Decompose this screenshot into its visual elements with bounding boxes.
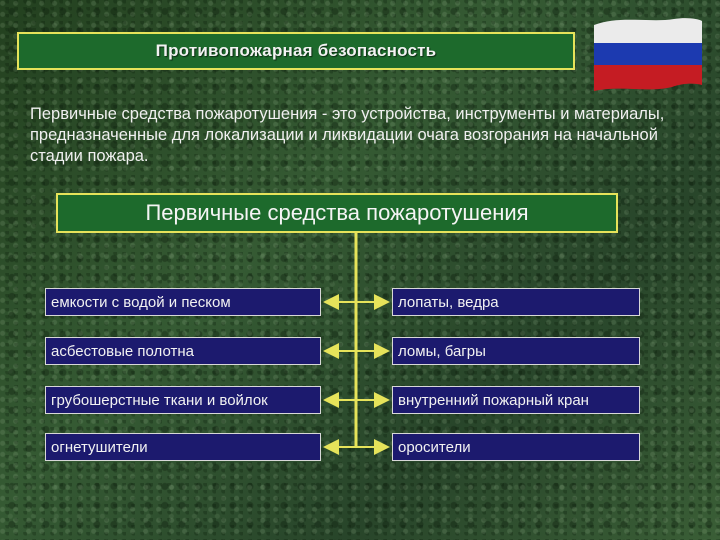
- slide-title: Противопожарная безопасность: [155, 41, 437, 60]
- right-item-box: лопаты, ведра: [392, 288, 640, 316]
- root-node-label: Первичные средства пожаротушения: [145, 200, 529, 225]
- right-item-box: внутренний пожарный кран: [392, 386, 640, 414]
- left-item-box: грубошерстные ткани и войлок: [45, 386, 321, 414]
- right-item-box: оросители: [392, 433, 640, 461]
- right-item-box: ломы, багры: [392, 337, 640, 365]
- left-item-box: огнетушители: [45, 433, 321, 461]
- intro-paragraph: Первичные средства пожаротушения - это устройства, инструменты и материалы, предназначенные для локализации и ликвидации очага возгорания на начальной стадии пожара.: [30, 105, 665, 165]
- left-item-box: асбестовые полотна: [45, 337, 321, 365]
- left-item-box: емкости с водой и песком: [45, 288, 321, 316]
